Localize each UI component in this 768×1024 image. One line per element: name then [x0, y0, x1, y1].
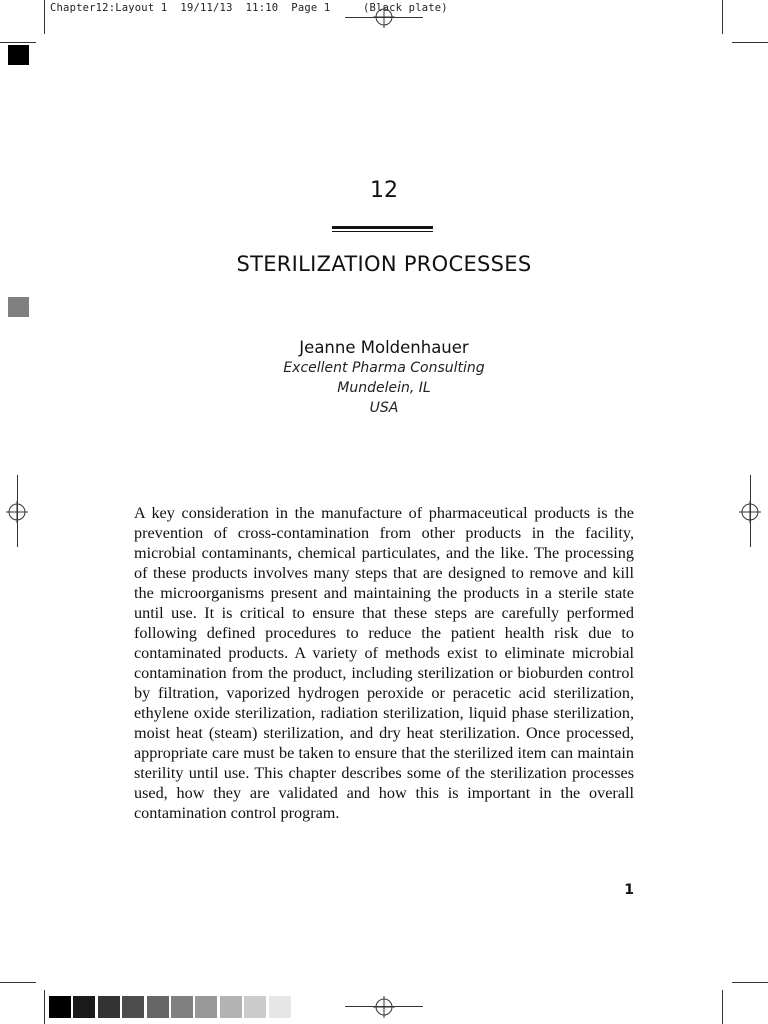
color-bar-swatch [171, 996, 193, 1018]
crop-mark [0, 982, 36, 983]
color-bar-swatch [147, 996, 169, 1018]
crop-mark [722, 990, 723, 1024]
author-organization: Excellent Pharma Consulting [283, 360, 485, 376]
color-bar-swatch [195, 996, 217, 1018]
color-bar-swatch [49, 996, 71, 1018]
crop-mark [722, 0, 723, 34]
crop-mark [44, 0, 45, 34]
crop-mark [0, 42, 36, 43]
gray-marker-square [8, 297, 29, 317]
color-bar-swatch [220, 996, 242, 1018]
print-slug-line: Chapter12:Layout 1 19/11/13 11:10 Page 1 (Black plate) [50, 2, 448, 14]
crop-mark [732, 982, 768, 983]
registration-mark-icon [373, 996, 395, 1018]
crop-mark [750, 475, 751, 547]
chapter-abstract: A key consideration in the manufacture of pharmaceutical products is the prevention of cross-contamination from other products in the facility, microbial contaminants, chemical particulates, and the like. The processing of these products involves many steps that are designed to remove and kill the microorganisms present and maintaining the products in a sterile state until use. It is critical to ensure that these steps are carefully performed following defined procedures to reduce the patient health risk due to contaminated products. A variety of methods exist to eliminate microbial contamination from the product, including sterilization or bioburden control by filtration, vaporized hydrogen peroxide or peracetic acid sterilization, ethylene oxide sterilization, radiation sterilization, liquid phase sterilization, moist heat (steam) sterilization, and dry heat sterilization. Once processed, appropriate care must be taken to ensure that the sterilized item can maintain sterility until use. This chapter describes some of the sterilization processes used, how they are validated and how this is important in the overall contamination control program. [134, 504, 634, 822]
black-marker-square [8, 45, 29, 65]
author-country: USA [369, 400, 399, 416]
crop-mark [17, 475, 18, 547]
color-bar-swatch [244, 996, 266, 1018]
title-rule-thin [332, 231, 433, 232]
color-bar-swatch [98, 996, 120, 1018]
crop-mark [732, 42, 768, 43]
crop-mark [44, 990, 45, 1024]
page-number: 1 [624, 882, 634, 898]
crop-mark [345, 1006, 423, 1007]
color-bar-swatch [269, 996, 291, 1018]
color-bar-swatch [73, 996, 95, 1018]
author-name: Jeanne Moldenhauer [299, 338, 469, 357]
author-city: Mundelein, IL [337, 380, 431, 396]
color-bar-swatch [122, 996, 144, 1018]
chapter-title: STERILIZATION PROCESSES [236, 252, 532, 276]
title-rule-thick [332, 226, 433, 229]
chapter-number: 12 [370, 178, 398, 203]
crop-mark [345, 17, 423, 18]
